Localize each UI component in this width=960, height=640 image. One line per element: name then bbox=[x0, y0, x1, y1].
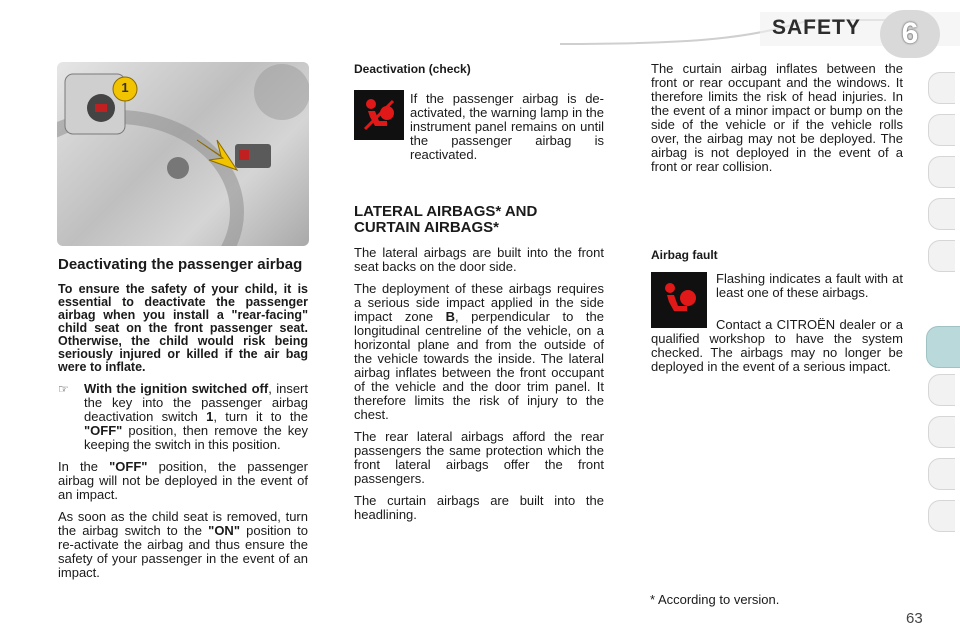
airbag-warning-lamp bbox=[354, 90, 404, 140]
chapter-tab[interactable] bbox=[928, 500, 955, 532]
chapter-tab[interactable] bbox=[928, 72, 955, 104]
page-number: 63 bbox=[906, 610, 923, 627]
chapter-tab[interactable] bbox=[928, 156, 955, 188]
switch-reference: 1 bbox=[206, 409, 214, 424]
paragraph bbox=[354, 282, 604, 422]
bullet-text: , insert the key into the passenger airbag deactivation switch bbox=[84, 381, 309, 424]
chapter-tabs bbox=[928, 62, 960, 574]
paragraph: The lateral airbags are built into the front seat backs on the door side. bbox=[354, 245, 604, 274]
callout-label: 1 bbox=[121, 80, 129, 95]
text: As soon as the child seat is removed, turn the airbag switch to the bbox=[58, 509, 308, 538]
text: position, the passenger airbag will not be deployed in the event of an impact. bbox=[58, 459, 308, 502]
zone-reference: B bbox=[445, 309, 455, 324]
chapter-tab[interactable] bbox=[928, 198, 955, 230]
instruction-bullet bbox=[58, 382, 308, 452]
fault-text-block bbox=[716, 272, 903, 308]
deactivation-title: Deactivation (check) bbox=[354, 62, 471, 76]
paragraph: The curtain airbag inflates between the front or rear occupant and the windows. It therefore limits the risk of head injuries. In the event of a minor impact or bump on the side of the vehicle or if the vehicle rolls over, the airbag may not be deployed. The airbag is not deployed in the event of a front or rear collision. bbox=[651, 61, 903, 174]
off-label: "OFF" bbox=[109, 459, 148, 474]
text: The deployment of these airbags requires a serious side impact applied in the side impact zone bbox=[354, 281, 604, 324]
middle-column bbox=[354, 62, 604, 88]
chapter-tab[interactable] bbox=[928, 458, 955, 490]
warning-intro: To ensure the safety of your child, it is essential to deactivate the passenger airbag when you install a "rear-facing" child seat on the front passenger seat. Otherwise, the child would risk being seriously injured or killed if the air bag were to inflate. bbox=[58, 282, 308, 374]
dashboard-photo bbox=[57, 62, 309, 246]
text: position to re-activate the airbag and thus ensure the safety of your passenger in the event of an impact. bbox=[58, 523, 308, 580]
paragraph bbox=[58, 460, 308, 502]
chapter-tab[interactable] bbox=[928, 374, 955, 406]
airbag-warning-icon bbox=[359, 95, 399, 135]
on-label: "ON" bbox=[208, 523, 240, 538]
airbag-fault-icon bbox=[657, 278, 701, 322]
pointer-hand-icon: ☞ bbox=[58, 382, 69, 396]
text: , perpendicular to the longitudinal centreline of the vehicle, on a horizontal plane and from the outside of the vehicle towards the inside. The lateral airbag inflates between the front occupant of the vehicle and the door trim panel. It therefore limits the risk of injury to the chest. bbox=[354, 309, 604, 422]
page-title: SAFETY bbox=[772, 16, 861, 39]
lateral-airbags-section bbox=[354, 204, 604, 530]
dashboard-illustration bbox=[57, 62, 309, 246]
chapter-tab[interactable] bbox=[928, 114, 955, 146]
fault-contact-block bbox=[651, 318, 903, 382]
chapter-tab[interactable] bbox=[928, 240, 955, 272]
deactivation-text-block bbox=[410, 92, 604, 170]
arrow-icon bbox=[195, 134, 239, 174]
paragraph: Flashing indicates a fault with at least one of these airbags. bbox=[716, 271, 903, 300]
bullet-text: , turn it to the bbox=[213, 409, 308, 424]
bullet-lead: With the ignition switched off bbox=[84, 381, 269, 396]
fault-title: Airbag fault bbox=[651, 248, 718, 262]
section-heading: Deactivating the passenger airbag bbox=[58, 256, 303, 273]
left-column bbox=[58, 257, 308, 588]
paragraph: The curtain airbags are built into the headlining. bbox=[354, 493, 604, 522]
footnote: * According to version. bbox=[650, 592, 780, 607]
paragraph bbox=[58, 510, 308, 580]
section-heading: LATERAL AIRBAGS* AND CURTAIN AIRBAGS* bbox=[354, 203, 538, 236]
right-column bbox=[651, 62, 903, 182]
paragraph: The rear lateral airbags afford the rear passengers the same protection which the front lateral airbags offer the front passengers. bbox=[354, 429, 604, 486]
paragraph: Contact a CITROËN dealer or a qualified workshop to have the system checked. The airbags may no longer be deployed in the event of a serious impact. bbox=[651, 317, 903, 374]
chapter-tab-active[interactable] bbox=[926, 326, 960, 368]
chapter-tab[interactable] bbox=[928, 416, 955, 448]
bullet-text: position, then remove the key keeping the switch in this position. bbox=[84, 423, 308, 452]
text: In the bbox=[58, 459, 110, 474]
deactivation-text: If the passenger airbag is de-activated, the warning lamp in the instrument panel remains on until the passenger airbag is reactivated. bbox=[410, 91, 604, 162]
chapter-number: 6 bbox=[901, 17, 919, 50]
off-label: "OFF" bbox=[84, 423, 123, 438]
chapter-badge bbox=[880, 10, 940, 58]
